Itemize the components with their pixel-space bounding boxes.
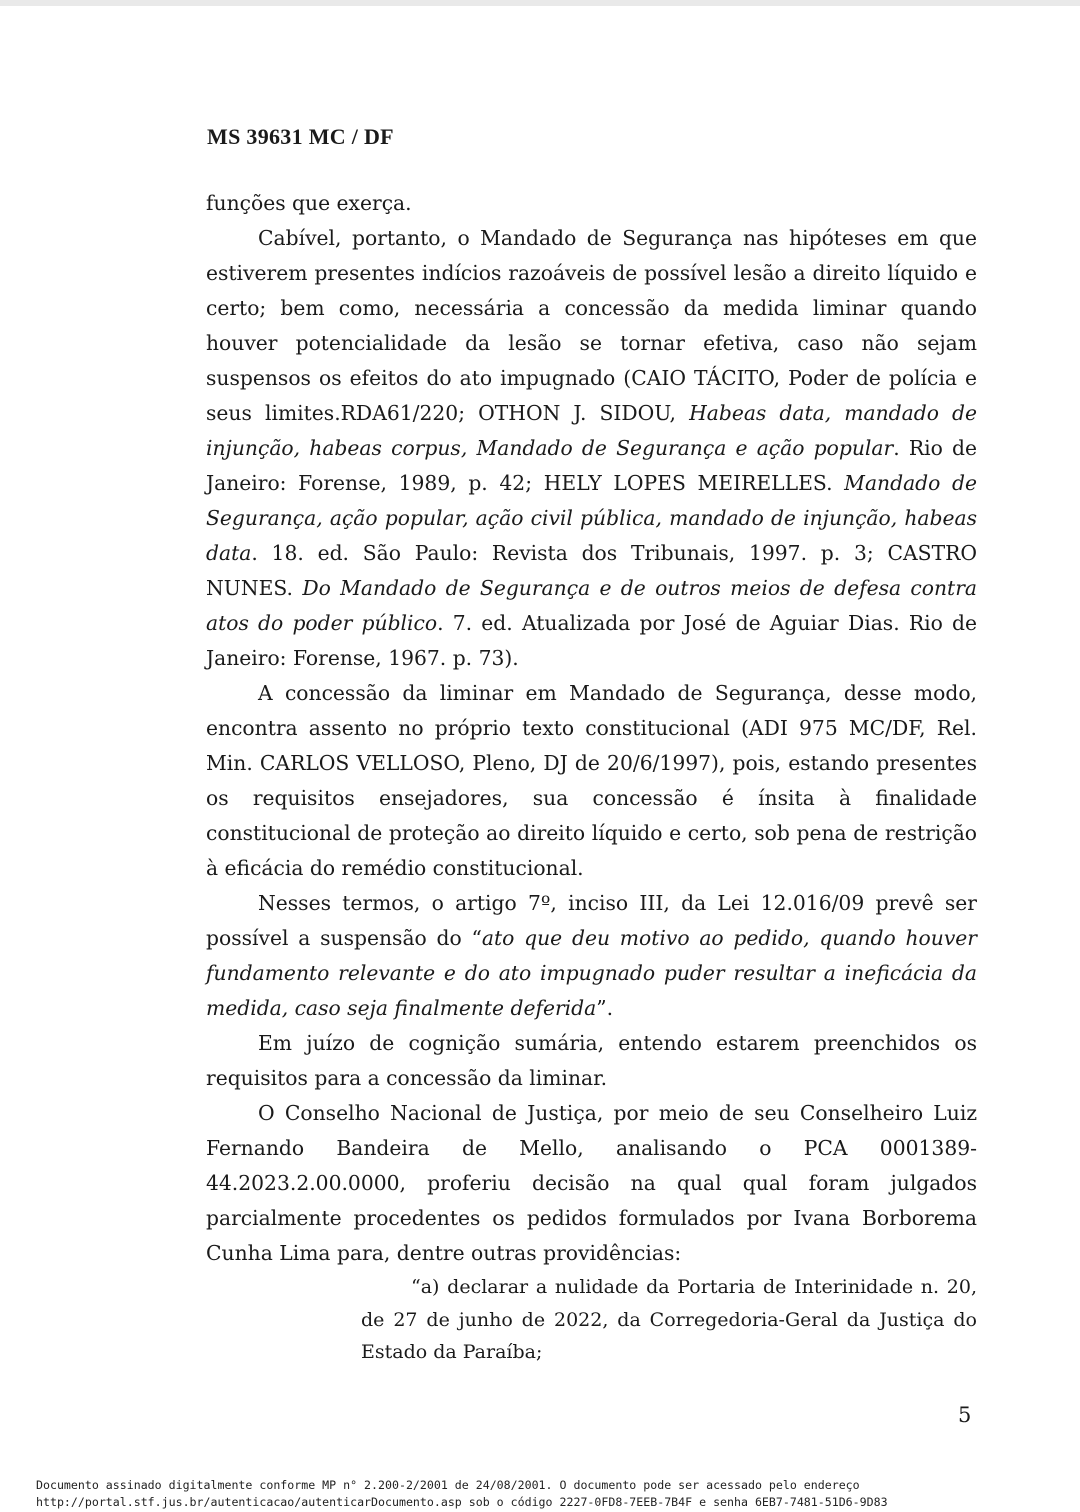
paragraph-concessao-liminar: A concessão da liminar em Mandado de Segurança, desse modo, encontra assento no próprio texto constitucional (ADI 975 MC/DF, Rel. Min. CARLOS VELLOSO, Pleno, DJ de 20/6/1997), pois, estando presentes os requisitos ensejadores, sua concessão é ínsita à finalidade constitucional de proteção ao direito líquido e certo, sob pena de restrição à eficácia do remédio constitucional. <box>206 681 977 880</box>
footer-line-1: Documento assinado digitalmente conforme MP n° 2.200-2/2001 de 24/08/2001. O documento pode ser acessado pelo endereço <box>36 1478 860 1492</box>
paragraph-cabivel-text-1: Cabível, portanto, o Mandado de Segurança nas hipóteses em que estiverem presentes indícios razoáveis de possível lesão a direito líquido e certo; bem como, necessária a concessão da medida liminar quando houver potencialidade da lesão se tornar efetiva, caso não sejam suspensos os efeitos do ato impugnado (CAIO TÁCITO, Poder de polícia e seus limites.RDA61/220; OTHON J. SIDOU, <box>206 226 977 425</box>
citation-title-castro-nunes: Do Mandado de Segurança e de outros meios de defesa contra atos do poder público <box>206 576 977 635</box>
paragraph-continuation: funções que exerça. <box>206 191 412 215</box>
paragraph-cabivel-text-3: . 18. ed. São Paulo: Revista dos Tribunais, 1997. p. 3; CASTRO NUNES. <box>206 541 977 600</box>
signature-footer <box>36 1477 1076 1511</box>
top-edge-strip <box>0 0 1080 6</box>
citation-title-meirelles: Mandado de Segurança, ação popular, ação civil pública, mandado de injunção, habeas data <box>206 471 977 565</box>
paragraph-conselho-nacional: O Conselho Nacional de Justiça, por meio de seu Conselheiro Luiz Fernando Bandeira de Mello, analisando o PCA 0001389-44.2023.2.00.0000, proferiu decisão na qual qual foram julgados parcialmente procedentes os pedidos formulados por Ivana Borborema Cunha Lima para, dentre outras providências: <box>206 1101 977 1265</box>
citation-title-sidou: Habeas data, mandado de injunção, habeas corpus, Mandado de Segurança e ação popular <box>206 401 977 460</box>
paragraph-cabivel <box>206 221 977 676</box>
case-header-title: MS 39631 MC / DF <box>207 124 394 149</box>
paragraph-nesses-termos-text-1: Nesses termos, o artigo 7º, inciso III, da Lei 12.016/09 prevê ser possível a suspensão do “ <box>206 891 977 950</box>
footer-line-2: http://portal.stf.jus.br/autenticacao/autenticarDocumento.asp sob o código 2227-0FD8-7EEB-7B4F e senha 6EB7-7481-51D6-9D83 <box>36 1495 888 1509</box>
page-number: 5 <box>958 1403 972 1427</box>
document-body <box>206 186 977 1271</box>
paragraph-nesses-termos <box>206 886 977 1026</box>
paragraph-cabivel-text-4: . 7. ed. Atualizada por José de Aguiar Dias. Rio de Janeiro: Forense, 1967. p. 73). <box>206 611 977 670</box>
paragraph-juizo-cognicao: Em juízo de cognição sumária, entendo estarem preenchidos os requisitos para a concessão da liminar. <box>206 1031 977 1090</box>
block-quote: “a) declarar a nulidade da Portaria de Interinidade n. 20, de 27 de junho de 2022, da Corregedoria-Geral da Justiça do Estado da Paraíba; <box>361 1276 977 1363</box>
paragraph-cabivel-text-2: . Rio de Janeiro: Forense, 1989, p. 42; HELY LOPES MEIRELLES. <box>206 436 977 495</box>
quoted-law-text: ato que deu motivo ao pedido, quando houver fundamento relevante e do ato impugnado puder resultar a ineficácia da medida, caso seja finalmente deferida <box>206 926 977 1020</box>
paragraph-nesses-termos-text-2: ”. <box>596 996 614 1020</box>
